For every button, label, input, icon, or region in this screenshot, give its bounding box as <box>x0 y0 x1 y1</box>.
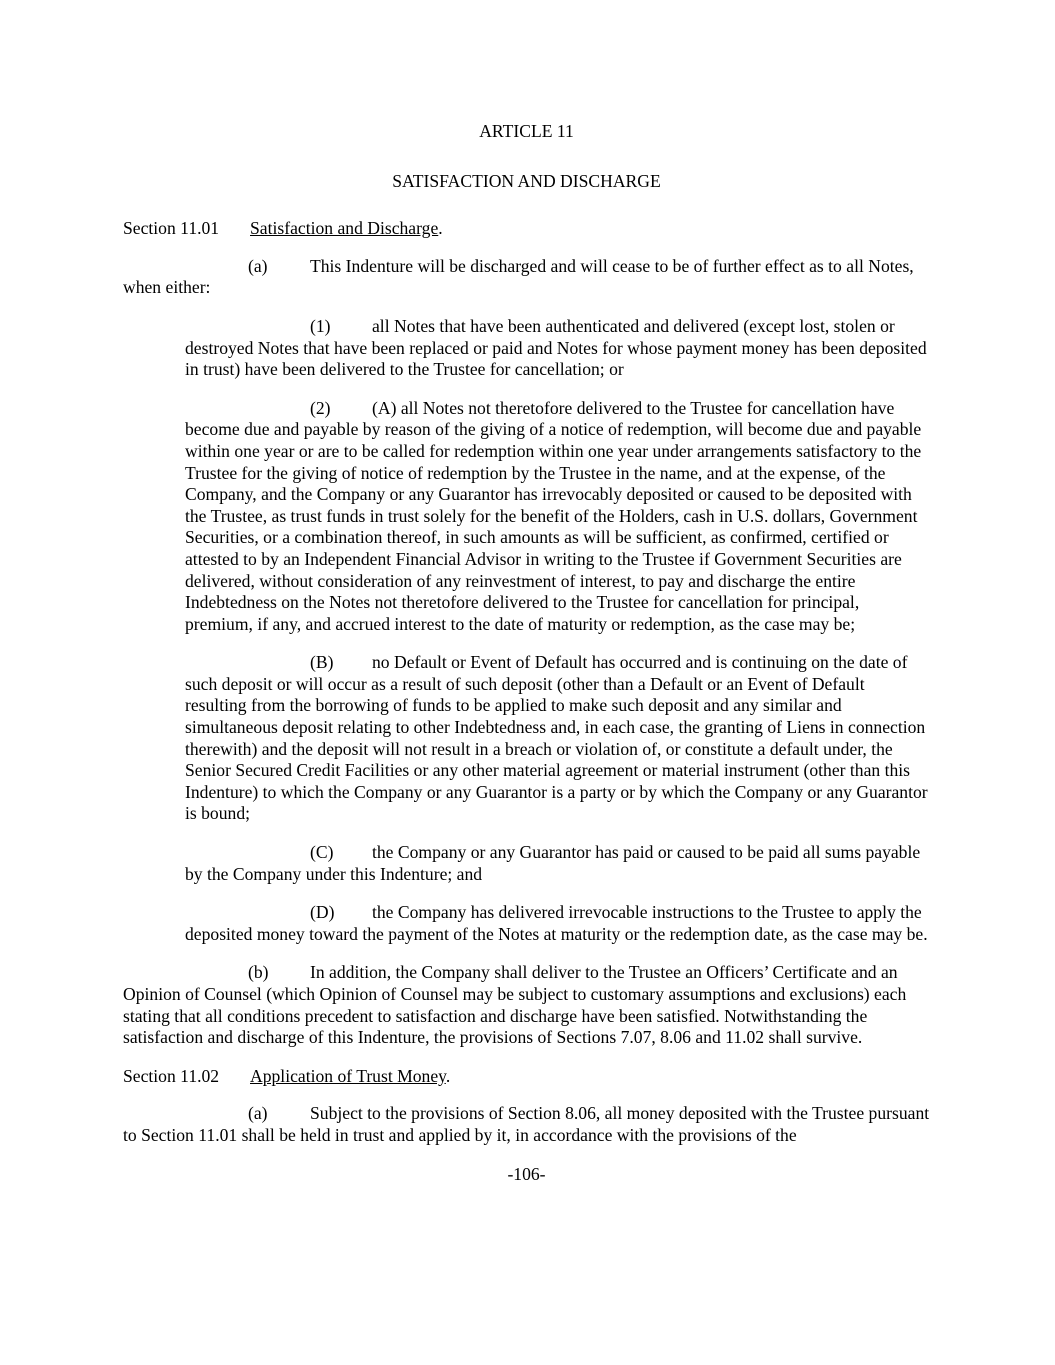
paragraph-text: This Indenture will be discharged and will cease to be of further effect as to all Notes, when either: <box>123 255 914 298</box>
article-heading: ARTICLE 11 <box>479 121 574 141</box>
paragraph-text: no Default or Event of Default has occurred and is continuing on the date of such deposit or will occur as a result of such deposit (other than a Default or an Event of Default resulting from the borrowing of funds to be applied to make such deposit and any similar and simultaneous deposit relating to other Indebtedness and, in each case, the granting of Liens in connection therewith) and the deposit will not result in a breach or violation of, or constitute a default under, the Senior Secured Credit Facilities or any other material agreement or material instrument (other than this Indenture) to which the Company or any Guarantor is a party or by which the Company or any Guarantor is bound; <box>185 652 928 824</box>
paragraph-text: Subject to the provisions of Section 8.06, all money deposited with the Trustee pursuant to Section 11.01 shall be held in trust and applied by it, in accordance with the provisions of the <box>123 1103 930 1145</box>
paragraph-11-01-a-2-D <box>185 902 930 945</box>
section-number: Section 11.01 <box>123 218 220 239</box>
paragraph-label: (a) <box>248 1103 268 1124</box>
paragraph-label: (B) <box>310 652 334 673</box>
paragraph-label: (D) <box>310 902 335 923</box>
paragraph-text: all Notes that have been authenticated and delivered (except lost, stolen or destroyed Notes that have been replaced or paid and Notes for whose payment money has been deposited in trust) have been delivered to the Trustee for cancellation; or <box>185 315 927 380</box>
paragraph-text: In addition, the Company shall deliver to the Trustee an Officers’ Certificate and an Opinion of Counsel (which Opinion of Counsel may be subject to customary assumptions and exclusions) each stating that all conditions precedent to satisfaction and discharge have been satisfied. Notwithstanding the satisfaction and discharge of this Indenture, the provisions of Sections 7.07, 8.06 and 11.02 shall survive. <box>123 962 907 1048</box>
paragraph-11-01-a-2 <box>185 398 930 636</box>
paragraph-text: the Company or any Guarantor has paid or caused to be paid all sums payable by the Company under this Indenture; and <box>185 842 921 884</box>
paragraph-label: (1) <box>310 315 331 336</box>
article-title: SATISFACTION AND DISCHARGE <box>392 170 661 191</box>
paragraph-11-02-a <box>123 1103 930 1146</box>
paragraph-11-01-b <box>123 962 930 1048</box>
section-title-period: . <box>445 1065 451 1086</box>
paragraph-label: (C) <box>310 842 334 863</box>
section-title-period: . <box>438 218 443 239</box>
paragraph-label: (2) <box>310 397 331 418</box>
paragraph-label: (b) <box>248 962 269 983</box>
section-heading-11-02 <box>123 1066 930 1088</box>
paragraph-11-01-a <box>123 256 930 299</box>
paragraph-text: (A) all Notes not theretofore delivered to the Trustee for cancellation have become due and payable by reason of the giving of a notice of redemption, will become due and payable within one year or are to be called for redemption within one year under arrangements satisfactory to the Trustee for the giving of notice of redemption by the Trustee in the name, and at the expense, of the Company, and the Company or any Guarantor has irrevocably deposited or caused to be deposited with the Trustee, as trust funds in trust solely for the benefit of the Holders, cash in U.S. dollars, Government Securities, or a combination thereof, in such amounts as will be sufficient, as confirmed, certified or attested to by an Independent Financial Advisor in writing to the Trustee if Government Securities are delivered, without consideration of any reinvestment of interest, to pay and discharge the entire Indebtedness on the Notes not theretofore delivered to the Trustee for cancellation for principal, premium, if any, and accrued interest to the date of maturity or redemption, as the case may be; <box>185 397 922 634</box>
paragraph-11-01-a-1 <box>185 316 930 381</box>
paragraph-11-01-a-2-C <box>185 842 930 885</box>
paragraph-text: the Company has delivered irrevocable instructions to the Trustee to apply the deposited money toward the payment of the Notes at maturity or the redemption date, as the case may be. <box>185 902 928 944</box>
section-title: Application of Trust Money <box>250 1065 446 1086</box>
section-title: Satisfaction and Discharge <box>250 218 439 239</box>
paragraph-label: (a) <box>248 255 268 276</box>
paragraph-11-01-a-2-B <box>185 652 930 825</box>
section-heading-11-01 <box>123 218 930 240</box>
page-number-footer: -106- <box>507 1163 546 1184</box>
section-number: Section 11.02 <box>123 1065 220 1086</box>
